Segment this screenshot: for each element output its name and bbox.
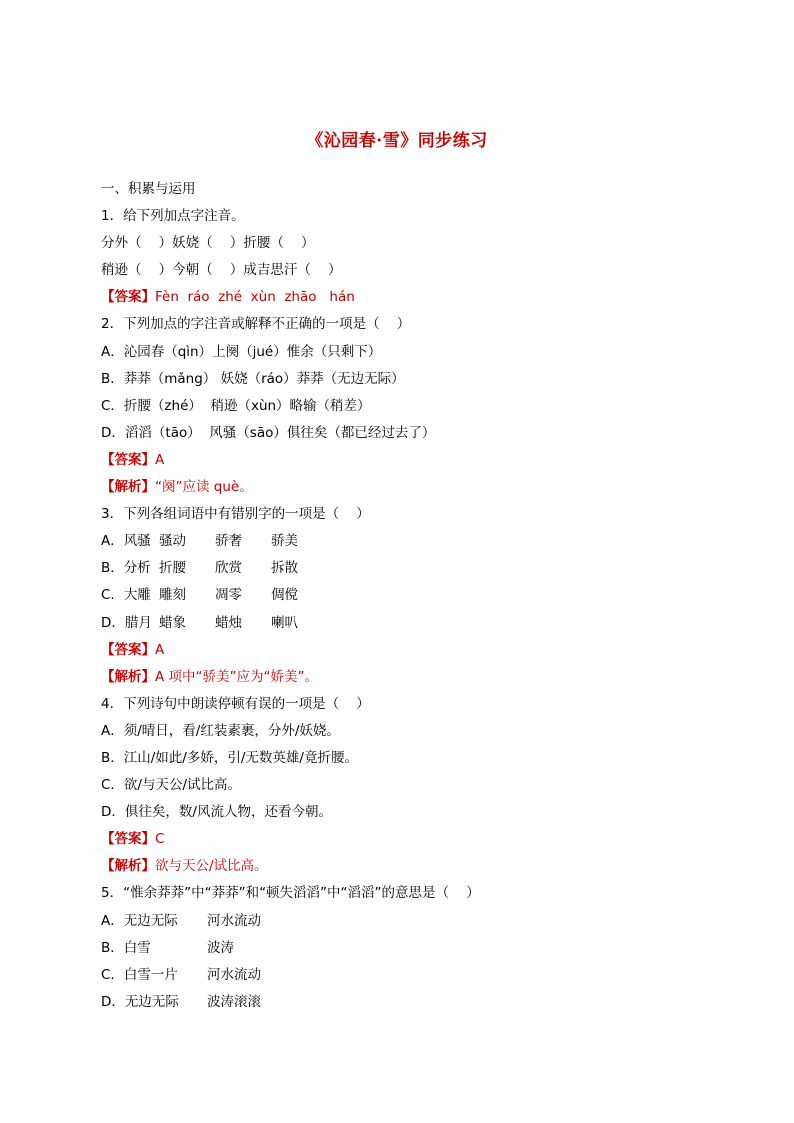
analysis-text: “阕”应读 què。 xyxy=(155,479,253,496)
question-5-option-b xyxy=(101,935,701,962)
option-word: 骄奢 xyxy=(215,533,242,550)
option-word: 骄美 xyxy=(271,533,298,550)
question-2-stem: 2．下列加点的字注音或解释不正确的一项是（ ） xyxy=(101,316,411,333)
question-2-analysis xyxy=(101,474,701,501)
option-word: 凋零 xyxy=(215,587,242,604)
question-5-option-d xyxy=(101,989,701,1016)
option-label: A．风骚 xyxy=(101,533,151,550)
question-2-answer xyxy=(101,447,701,474)
answer-text: A xyxy=(155,451,165,468)
question-4-answer xyxy=(101,826,701,853)
question-4-analysis xyxy=(101,853,701,880)
question-5-stem: 5．“惟余莽莽”中“莽莽”和“顿失滔滔”中“滔滔”的意思是（ ） xyxy=(101,885,480,902)
option-word: 欣赏 xyxy=(215,560,242,577)
document-body xyxy=(101,176,701,1016)
option-label: D．无边无际 xyxy=(101,993,179,1010)
option-word: 雕刻 xyxy=(159,587,186,604)
option-text: 河水流动 xyxy=(207,912,261,929)
answer-tag: 【答案】 xyxy=(101,641,155,658)
option-word: 拆散 xyxy=(271,560,298,577)
analysis-tag: 【解析】 xyxy=(101,479,155,496)
analysis-tag: 【解析】 xyxy=(101,858,155,875)
option-word: 蜡烛 xyxy=(215,614,242,631)
question-3-option-a xyxy=(101,528,701,555)
question-4-option-c: C．欲/与天公/试比高。 xyxy=(101,777,242,794)
question-3-option-c xyxy=(101,582,701,609)
option-text: 河水流动 xyxy=(207,966,261,983)
question-2-option-d: D．滔滔（tāo） 风骚（sāo）俱往矣（都已经过去了） xyxy=(101,424,436,441)
option-word: 喇叭 xyxy=(271,614,298,631)
question-2-option-c: C．折腰（zhé） 稍逊（xùn）略输（稍差） xyxy=(101,397,371,414)
question-4-option-a: A．须/晴日，看/红装素裹，分外/妖娆。 xyxy=(101,722,340,739)
option-label: C．大雕 xyxy=(101,587,151,604)
question-1-row-1: 分外（ ）妖娆（ ）折腰（ ） xyxy=(101,235,315,252)
option-word: 折腰 xyxy=(159,560,186,577)
question-4-stem: 4．下列诗句中朗读停顿有误的一项是（ ） xyxy=(101,695,370,712)
answer-text: A xyxy=(155,641,165,658)
page-title: 《沁园春·雪》同步练习 xyxy=(306,131,488,151)
option-label: B．白雪 xyxy=(101,939,151,956)
analysis-text: 欲与天公/试比高。 xyxy=(155,858,268,875)
answer-tag: 【答案】 xyxy=(101,289,155,306)
option-label: A．无边无际 xyxy=(101,912,178,929)
option-word: 倜傥 xyxy=(271,587,298,604)
option-label: D．腊月 xyxy=(101,614,152,631)
answer-tag: 【答案】 xyxy=(101,451,155,468)
question-2-option-b: B．莽莽（mǎng） 妖娆（ráo）莽莽（无边无际） xyxy=(101,370,405,387)
option-text: 波涛滚滚 xyxy=(207,993,261,1010)
question-4-option-b: B．江山/如此/多娇，引/无数英雄/竟折腰。 xyxy=(101,749,358,766)
option-label: C．白雪一片 xyxy=(101,966,178,983)
analysis-tag: 【解析】 xyxy=(101,668,155,685)
question-1-stem: 1．给下列加点字注音。 xyxy=(101,208,245,225)
question-3-stem: 3．下列各组词语中有错别字的一项是（ ） xyxy=(101,506,370,523)
section-heading: 一、积累与运用 xyxy=(101,181,196,197)
question-4-option-d: D．俱往矣，数/风流人物，还看今朝。 xyxy=(101,804,332,821)
option-word: 骚动 xyxy=(159,533,186,550)
analysis-text: A 项中“骄美”应为“娇美”。 xyxy=(155,668,319,685)
question-3-answer xyxy=(101,637,701,664)
option-word: 蜡象 xyxy=(159,614,186,631)
question-3-option-b xyxy=(101,555,701,582)
answer-text: C xyxy=(155,831,165,848)
question-1-answer xyxy=(101,284,701,311)
answer-tag: 【答案】 xyxy=(101,831,155,848)
option-text: 波涛 xyxy=(207,939,234,956)
question-2-option-a: A．沁园春（qìn）上阕（jué）惟余（只剩下） xyxy=(101,343,382,360)
answer-text: Fèn ráo zhé xùn zhāo hán xyxy=(155,289,355,306)
question-3-analysis xyxy=(101,664,701,691)
question-1-row-2: 稍逊（ ）今朝（ ）成吉思汗（ ） xyxy=(101,262,342,279)
question-5-option-a xyxy=(101,908,701,935)
option-label: B．分析 xyxy=(101,560,151,577)
question-5-option-c xyxy=(101,962,701,989)
question-3-option-d xyxy=(101,610,701,637)
